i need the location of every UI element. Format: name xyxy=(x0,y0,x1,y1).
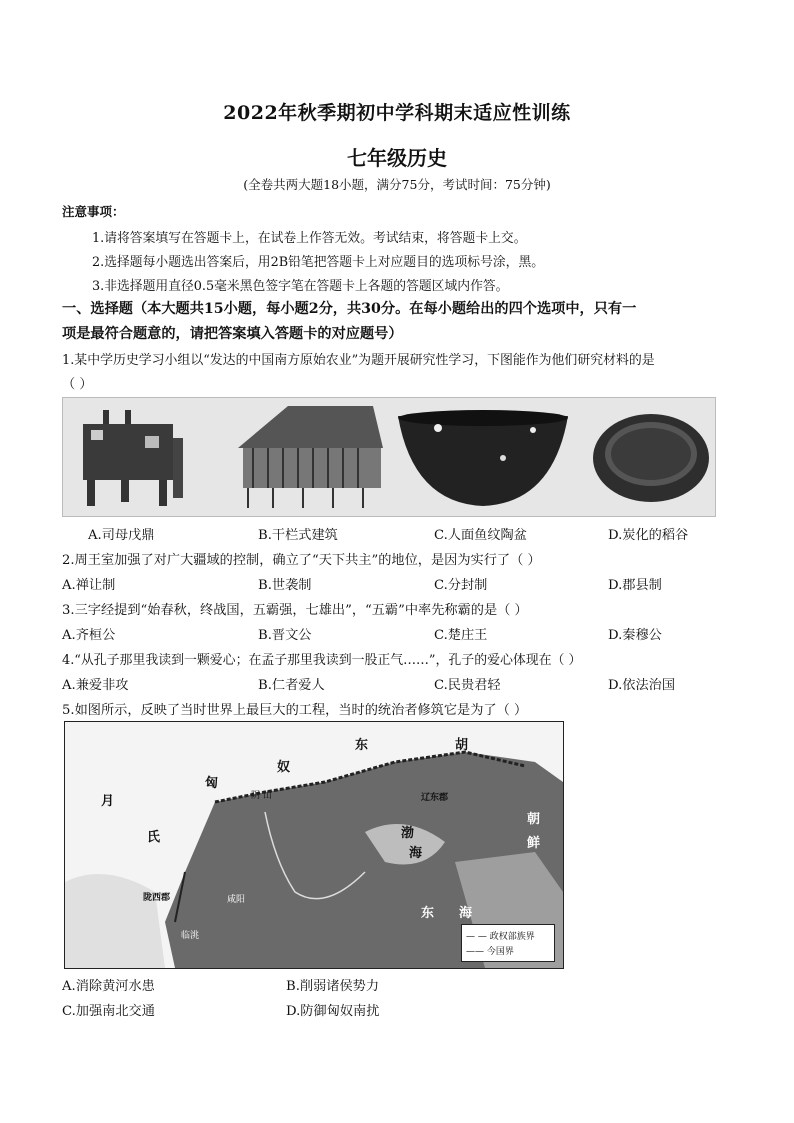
option-c[interactable]: C.人面鱼纹陶盆 xyxy=(434,528,527,543)
map-label: 东 xyxy=(421,906,435,921)
option-b[interactable]: B.晋文公 xyxy=(258,628,312,643)
option-d[interactable]: D.郡县制 xyxy=(608,578,662,593)
note-item: 3.非选择题用直径0.5毫米黑色签字笔在答题卡上各题的答题区域内作答。 xyxy=(92,279,509,294)
option-d[interactable]: D.秦穆公 xyxy=(608,628,662,643)
option-b[interactable]: B.仁者爱人 xyxy=(258,678,325,693)
map-place: 咸阳 xyxy=(227,895,246,905)
note-item: 1.请将答案填写在答题卡上，在试卷上作答无效。考试结束，将答题卡上交。 xyxy=(92,231,527,246)
map-place: 陇西郡 xyxy=(143,893,171,903)
option-a[interactable]: A.齐桓公 xyxy=(62,628,116,643)
option-a[interactable]: A.消除黄河水患 xyxy=(62,979,155,994)
question-stem: 4.“从孔子那里我读到一颗爱心；在孟子那里我读到一股正气……”，孔子的爱心体现在（ ） xyxy=(62,653,582,668)
question-stem: 5.如图所示，反映了当时世界上最巨大的工程，当时的统治者修筑它是为了（ ） xyxy=(62,703,528,718)
exam-subject: 七年级历史 xyxy=(347,146,447,170)
map-label: 匈 xyxy=(205,776,219,791)
option-b[interactable]: B.干栏式建筑 xyxy=(258,528,338,543)
question-stem: 1.某中学历史学习小组以“发达的中国南方原始农业”为题开展研究性学习，下图能作为他们研究材料的是 xyxy=(62,353,655,368)
exam-title: 2022年秋季期初中学科期末适应性训练 xyxy=(223,102,571,124)
map-label: 胡 xyxy=(455,738,469,753)
simuwu-ding-image xyxy=(83,410,183,506)
option-a[interactable]: A.禅让制 xyxy=(62,578,116,593)
great-wall-map xyxy=(64,721,564,969)
option-c[interactable]: C.加强南北交通 xyxy=(62,1004,155,1019)
map-place: 临洮 xyxy=(181,931,200,941)
option-d[interactable]: D.依法治国 xyxy=(608,678,676,693)
option-a[interactable]: A.兼爱非攻 xyxy=(62,678,129,693)
map-label: 渤 xyxy=(401,826,415,841)
map-label: 奴 xyxy=(277,760,291,775)
stilt-house-image xyxy=(238,406,383,508)
map-label: 海 xyxy=(459,906,473,921)
option-b[interactable]: B.世袭制 xyxy=(258,578,312,593)
map-label: 朝 xyxy=(527,812,541,827)
option-c[interactable]: C.民贵君轻 xyxy=(434,678,501,693)
painted-pottery-basin-image xyxy=(398,410,568,506)
question-stem: 3.三字经提到“始春秋，终战国，五霸强，七雄出”，“五霸”中率先称霸的是（ ） xyxy=(62,603,528,618)
option-c[interactable]: C.楚庄王 xyxy=(434,628,488,643)
option-b[interactable]: B.削弱诸侯势力 xyxy=(286,979,380,994)
section-heading: 一、选择题（本大题共15小题，每小题2分，共30分。在每小题给出的四个选项中，只有一 xyxy=(62,301,637,317)
notes-heading: 注意事项： xyxy=(62,204,125,219)
artifact-illustrations xyxy=(63,398,715,516)
option-c[interactable]: C.分封制 xyxy=(434,578,488,593)
section-heading-cont: 项是最符合题意的，请把答案填入答题卡的对应题号） xyxy=(62,326,403,342)
legend-solid: —— 今国界 xyxy=(466,947,514,957)
map-label: 东 xyxy=(355,738,369,753)
question1-images xyxy=(62,397,716,517)
map-label: 阴 xyxy=(251,791,261,801)
map-label: 海 xyxy=(409,846,423,861)
note-item: 2.选择题每小题选出答案后，用2B铅笔把答题卡上对应题目的选项标号涂，黑。 xyxy=(92,255,545,270)
option-d[interactable]: D.防御匈奴南扰 xyxy=(286,1004,380,1019)
map-label: 氏 xyxy=(147,830,161,845)
question-stem: 2.周王室加强了对广大疆域的控制，确立了“天下共主”的地位，是因为实行了（ ） xyxy=(62,553,541,568)
option-a[interactable]: A.司母戊鼎 xyxy=(88,528,155,543)
map-place: 辽东郡 xyxy=(421,793,449,803)
map-label: 鲜 xyxy=(527,836,541,851)
map-label: 山 xyxy=(263,791,273,801)
map-legend xyxy=(461,924,555,962)
option-d[interactable]: D.炭化的稻谷 xyxy=(608,528,689,543)
legend-dashed: — — 政权部族界 xyxy=(466,932,535,942)
answer-blank: （ ） xyxy=(62,377,93,392)
carbonized-rice-image xyxy=(593,414,709,502)
exam-info: (全卷共两大题18小题，满分75分，考试时间：75分钟) xyxy=(243,177,551,192)
map-label: 月 xyxy=(101,794,115,809)
